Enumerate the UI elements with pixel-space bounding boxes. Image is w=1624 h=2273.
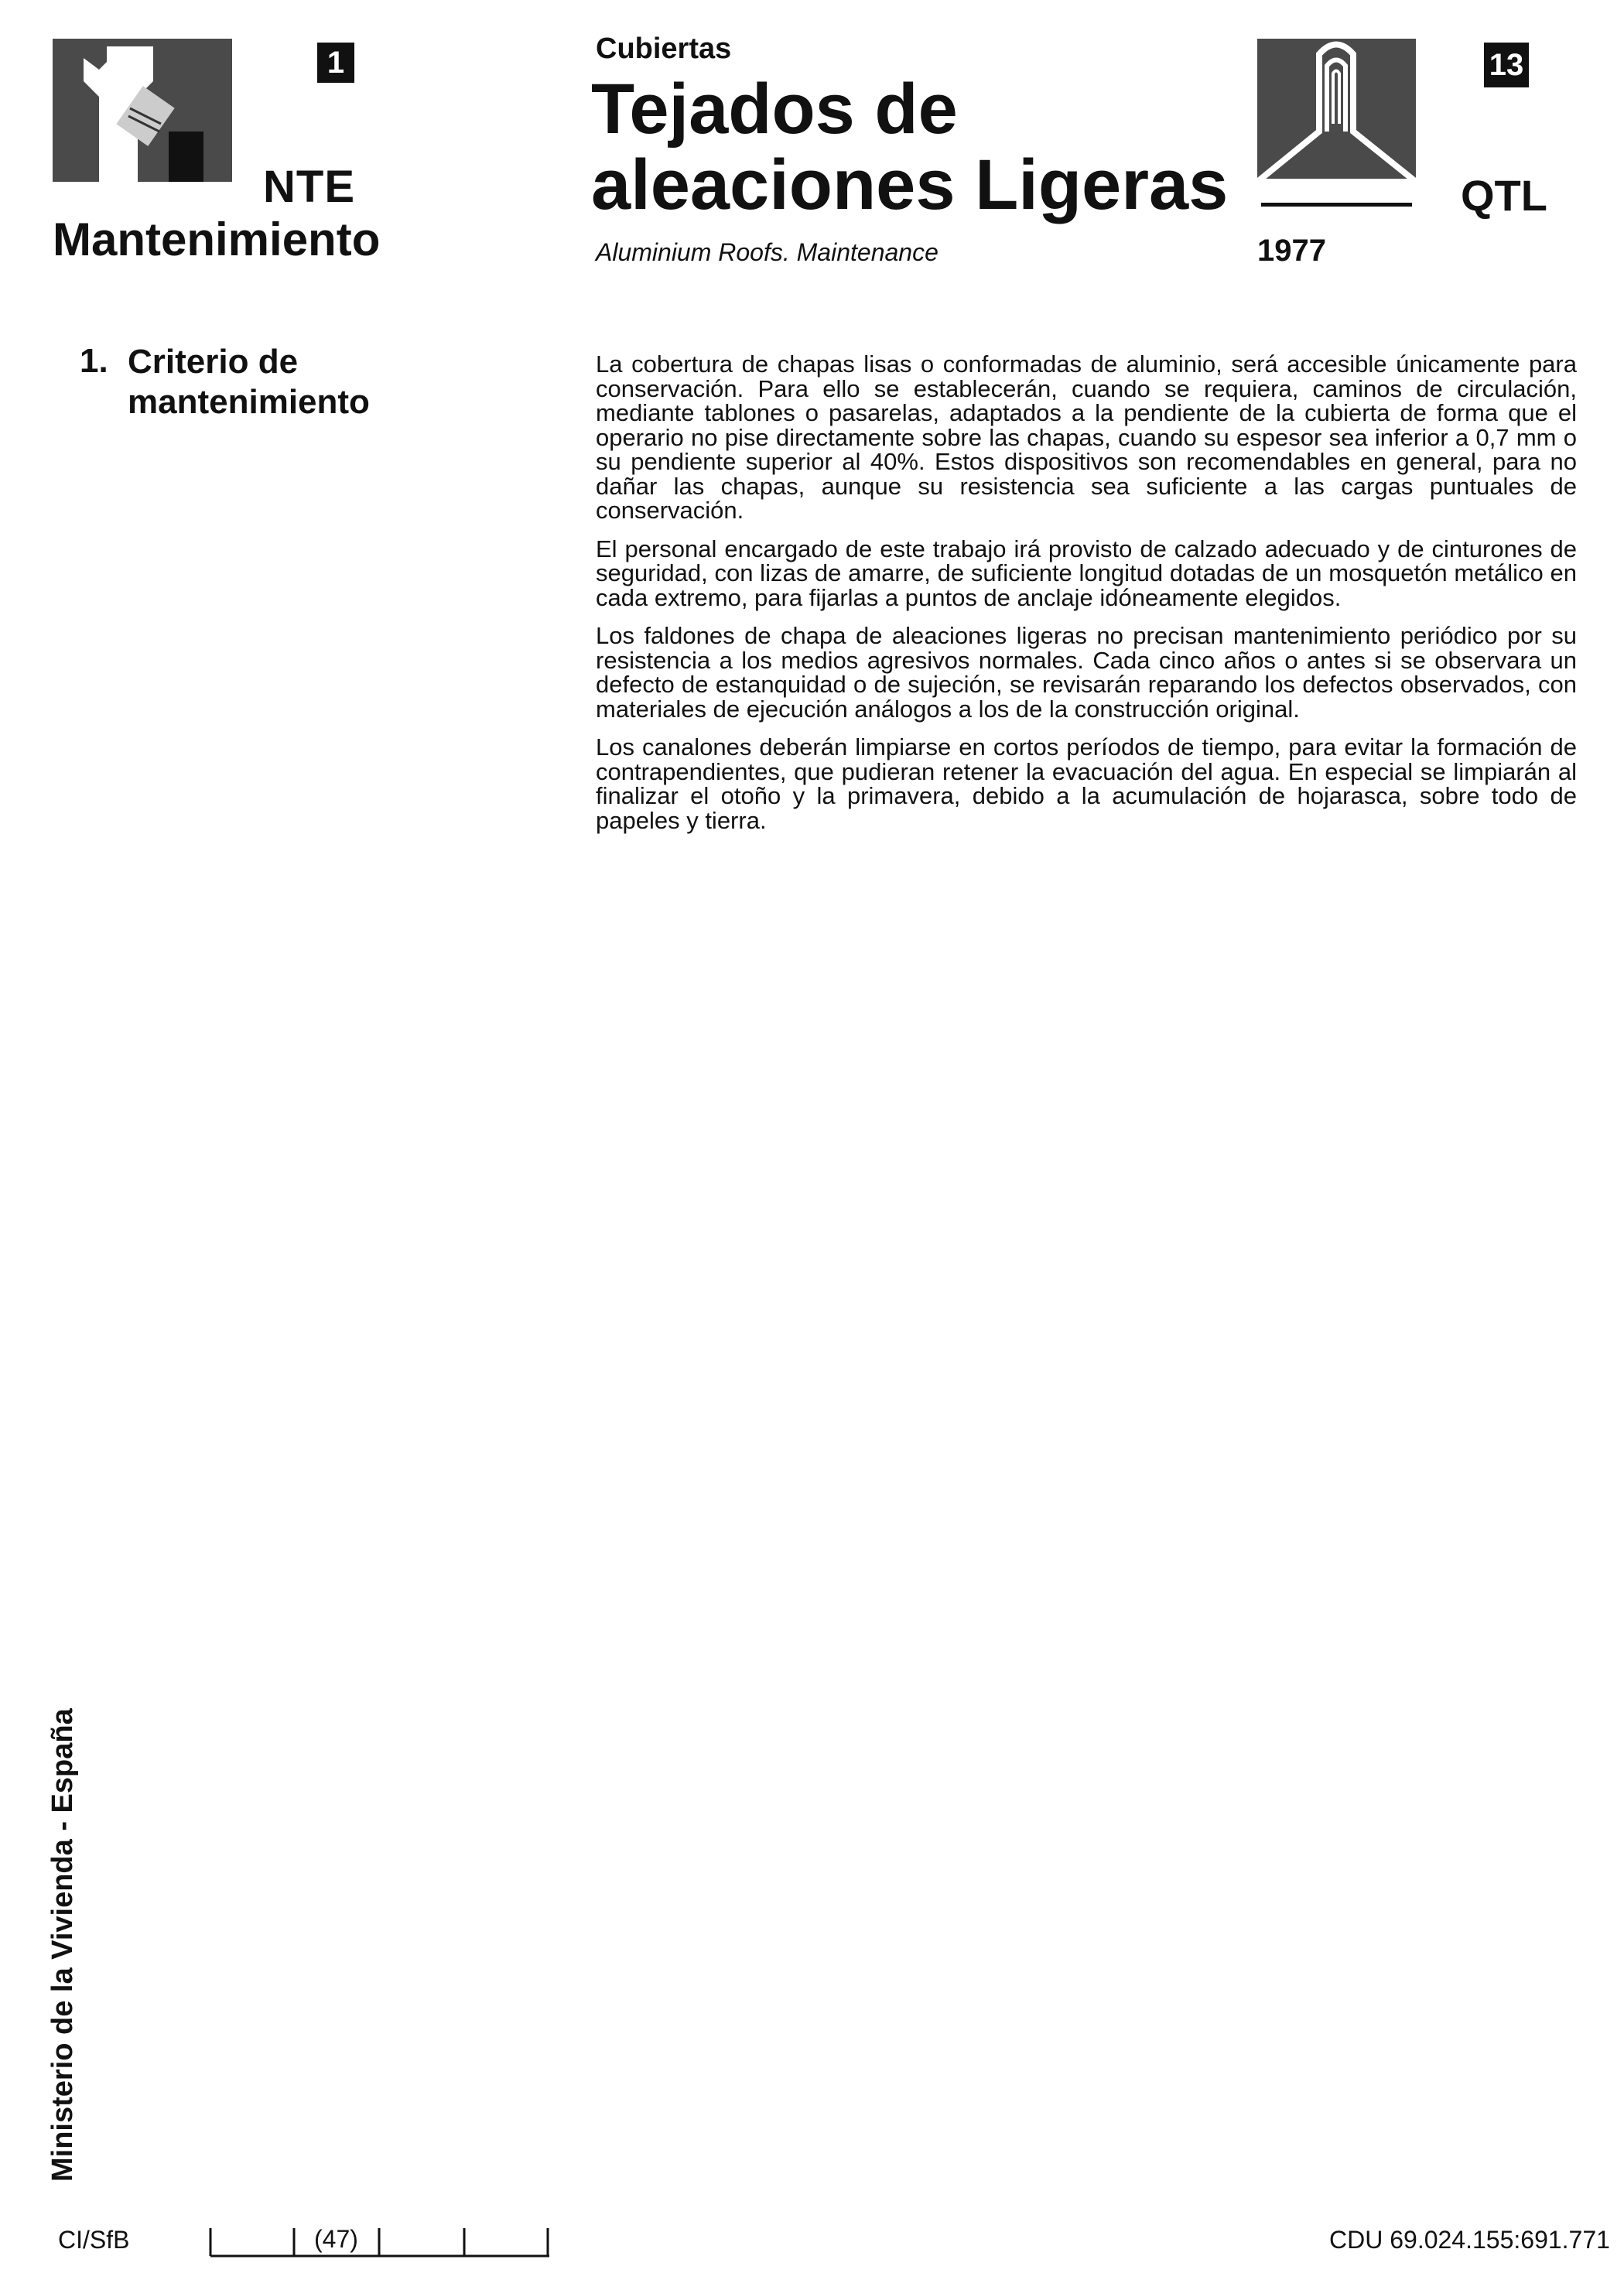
paragraph: Los faldones de chapa de aleaciones ligeras no precisan mantenimiento periódico por su resistencia a los medios agresivos normales. Cada cinco años o antes si se observara un defecto de estanquidad o de sujeción, se revisarán reparando los defectos observados, con materiales de ejecución análogos a los de la construcción original. bbox=[596, 622, 1577, 723]
wrench-icon bbox=[53, 39, 232, 182]
document-code: QTL bbox=[1461, 171, 1547, 220]
group-number-badge: 13 bbox=[1484, 43, 1529, 87]
paragraph: El personal encargado de este trabajo irá provisto de calzado adecuado y de cinturones de seguridad, con lizas de amarre, de suficiente longitud dotadas de un mosquetón metálico en cada extremo, para fijarlas a puntos de anclaje idóneamente elegidos. bbox=[596, 535, 1577, 611]
cisfb-classification-boxes bbox=[209, 2220, 549, 2259]
paragraph: La cobertura de chapas lisas o conformadas de aluminio, será accesible únicamente para conservación. Para ello se establecerán, cuando se requiera, caminos de circulación, mediante tablones o pasarelas, adaptados a la pendiente de la cubierta de forma que el operario no pise directamente sobre las chapas, cuando su espesor sea inferior a 0,7 mm o su pendiente superior al 40%. Estos dispositivos son recomendables en general, para no dañar las chapas, aunque su resistencia sea suficiente a las cargas puntuales de conservación. bbox=[596, 350, 1577, 524]
publication-year: 1977 bbox=[1257, 234, 1326, 268]
section-title-line-2: mantenimiento bbox=[128, 383, 370, 421]
cdu-code: CDU 69.024.155:691.771 bbox=[1329, 2226, 1610, 2254]
cisfb-label: CI/SfB bbox=[58, 2226, 130, 2254]
section-title-line-1: Criterio de bbox=[128, 343, 299, 381]
paragraph: Los canalones deberán limpiarse en cortos períodos de tiempo, para evitar la formación de contrapendientes, que pudieran retener la evacuación del agua. En especial se limpiarán al finalizar el otoño y la primavera, debido a la acumulación de hojarasca, sobre todo de papeles y tierra. bbox=[596, 733, 1577, 834]
sheet-number-badge: 1 bbox=[317, 43, 354, 83]
document-subtitle: Aluminium Roofs. Maintenance bbox=[596, 238, 939, 266]
section-body bbox=[596, 352, 1577, 846]
section-number: 1. bbox=[80, 342, 108, 380]
section-label: Mantenimiento bbox=[53, 214, 381, 265]
section-title bbox=[128, 342, 437, 422]
publisher-label: Ministerio de la Vivienda - España bbox=[46, 1708, 79, 2182]
document-title bbox=[591, 71, 1228, 223]
roof-pictogram-icon bbox=[1257, 39, 1416, 182]
category-label: Cubiertas bbox=[596, 32, 732, 65]
title-line-2: aleaciones Ligeras bbox=[591, 145, 1229, 224]
series-label: NTE bbox=[263, 162, 355, 212]
cisfb-value: (47) bbox=[314, 2225, 358, 2253]
header-rule bbox=[1261, 203, 1412, 207]
title-line-1: Tejados de bbox=[591, 70, 958, 149]
